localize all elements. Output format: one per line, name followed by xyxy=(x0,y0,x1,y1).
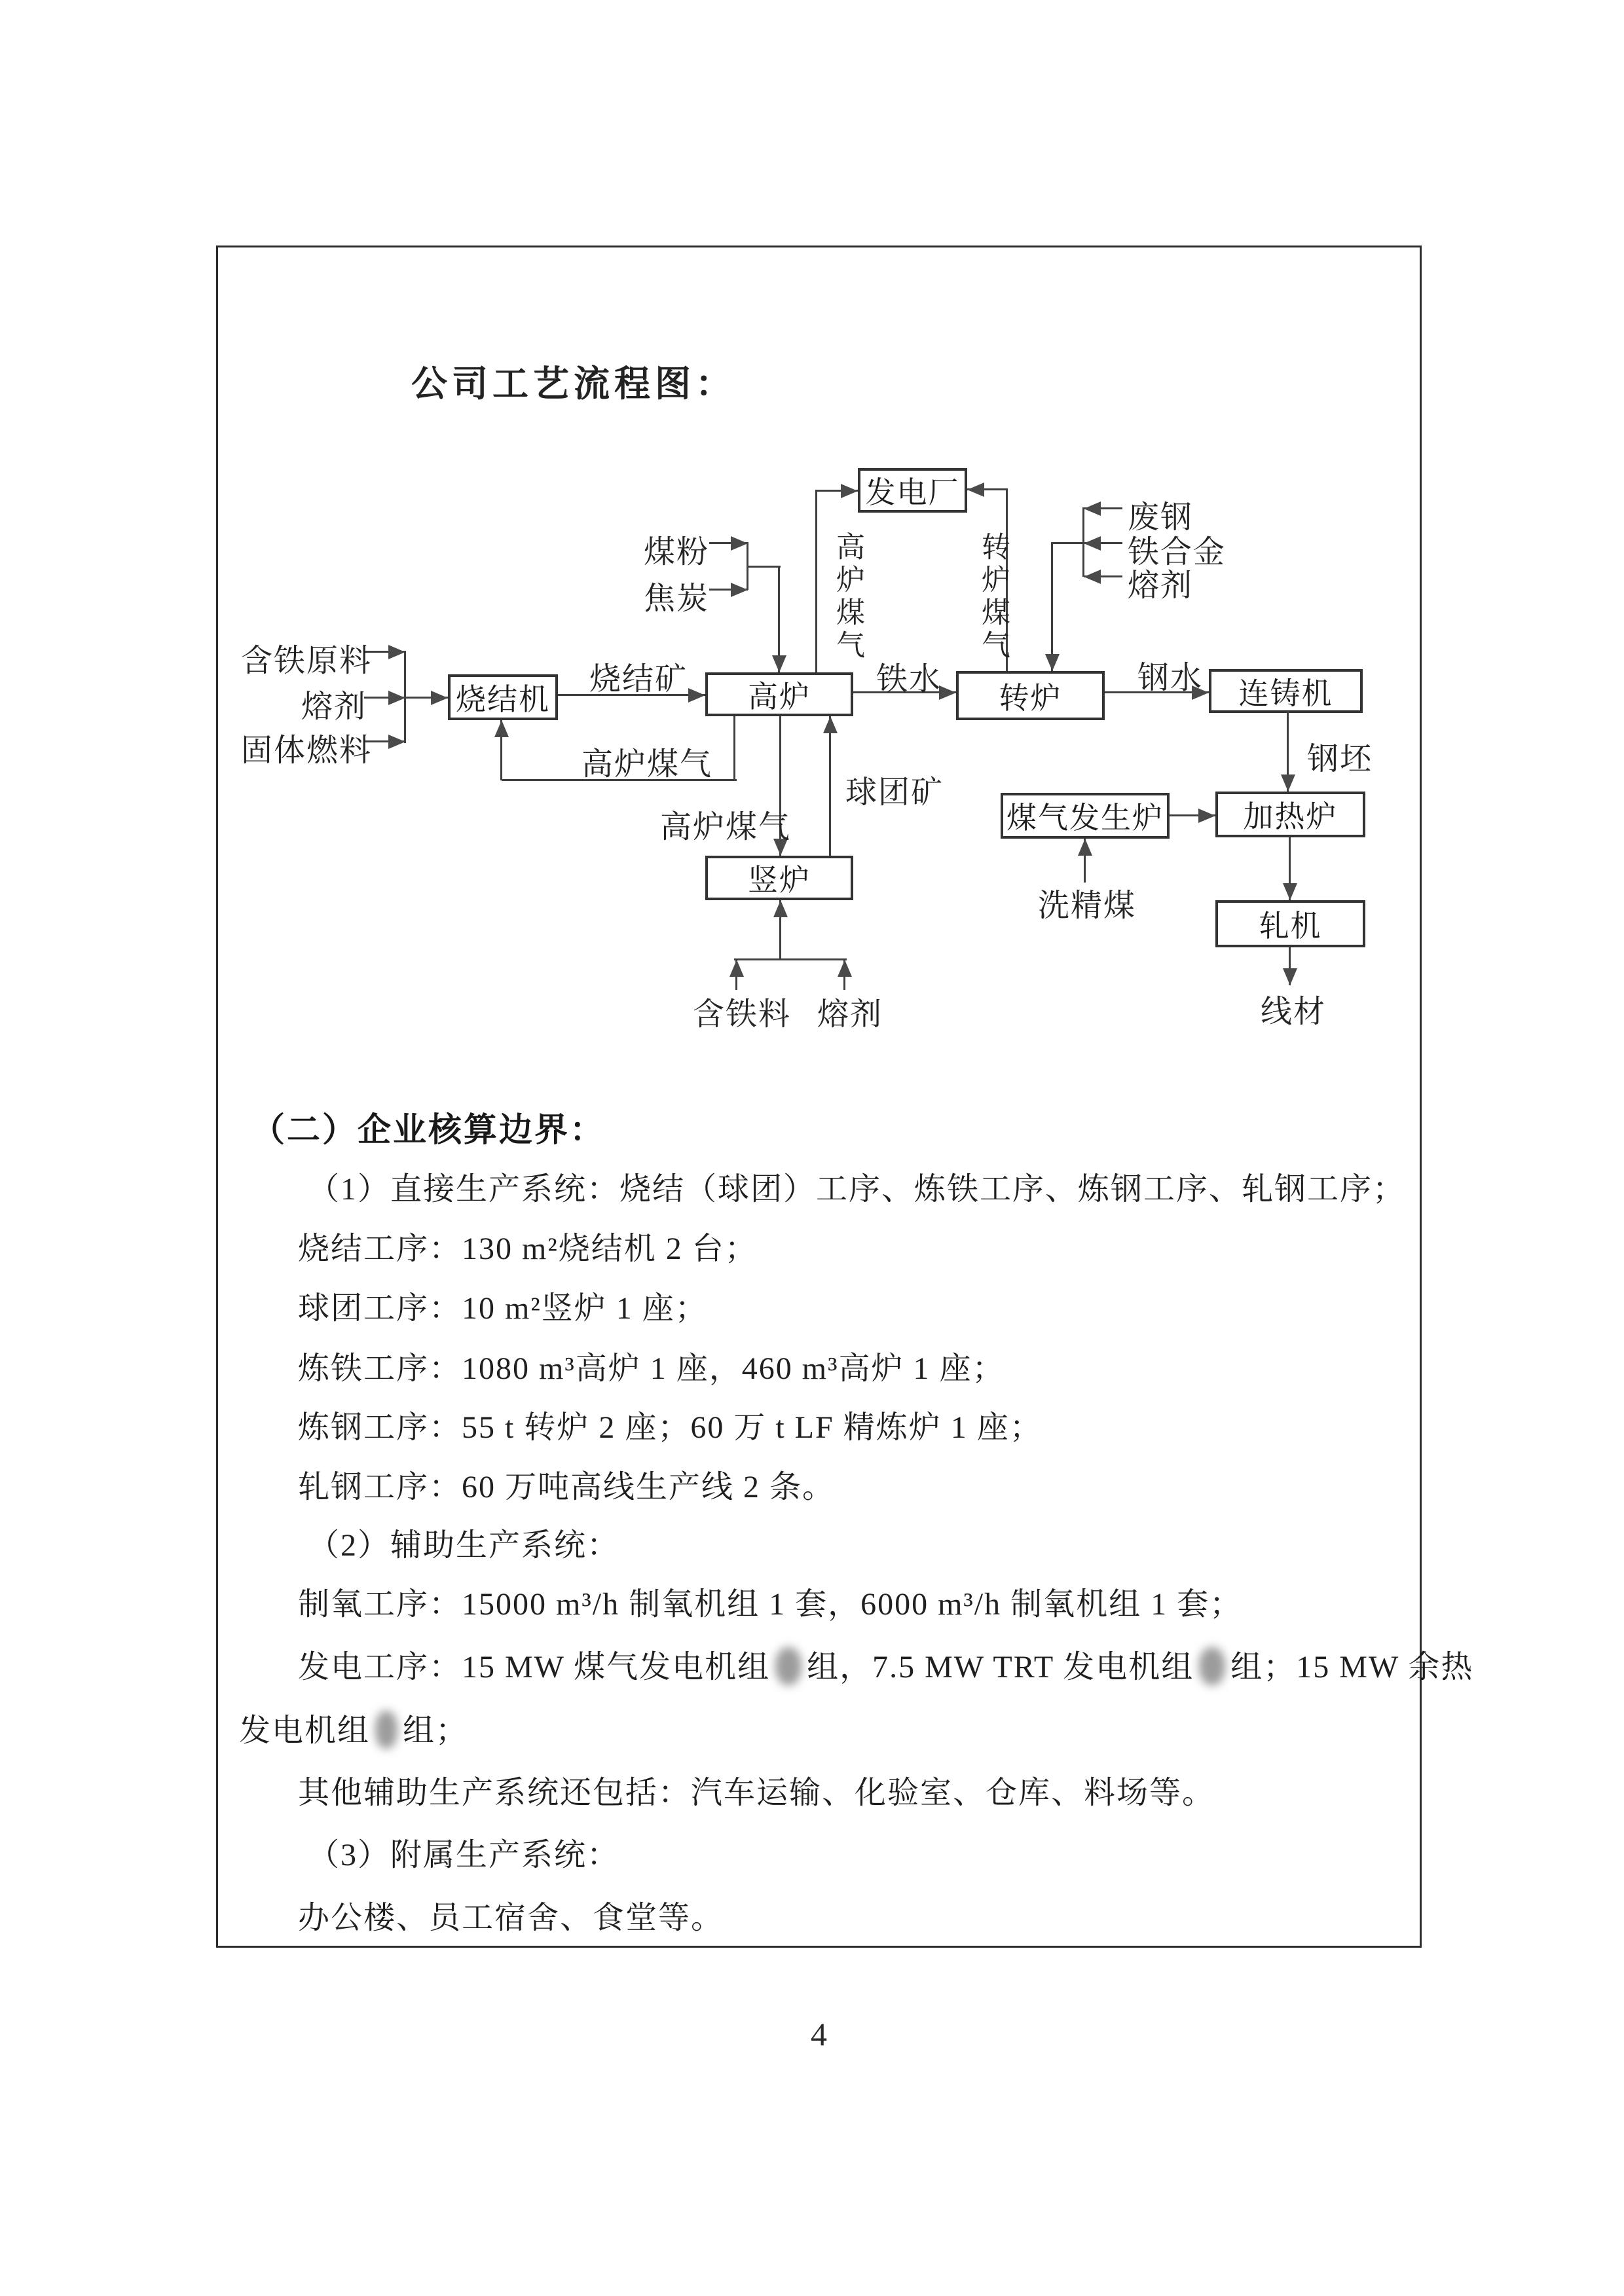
body-line: 办公楼、员工宿舍、食堂等。 xyxy=(298,1901,724,1935)
arrowhead-right xyxy=(731,536,748,551)
node-power-plant xyxy=(858,468,967,513)
text-segment: 组，7.5 MW TRT 发电机组 xyxy=(807,1650,1194,1685)
node-label: 烧结机 xyxy=(456,683,550,716)
arrowhead-down xyxy=(1045,654,1060,671)
page-title: 公司工艺流程图： xyxy=(411,364,737,404)
node-reheat-furnace xyxy=(1215,792,1365,837)
flow-label-bf-gas-to-shaft: 高炉煤气 xyxy=(660,810,792,845)
flow-line xyxy=(815,490,817,672)
arrowhead-up xyxy=(494,720,509,737)
redaction-blob xyxy=(1199,1647,1225,1685)
text-segment: 发电机组 xyxy=(239,1713,371,1748)
text-segment: 组； xyxy=(403,1713,469,1748)
node-converter xyxy=(956,671,1105,720)
flow-label-washed-coal: 洗精煤 xyxy=(1038,888,1137,923)
redaction-blob xyxy=(375,1711,397,1749)
flow-label-flux-left: 熔剂 xyxy=(301,689,367,724)
arrowhead-right xyxy=(388,735,405,749)
node-label: 高炉 xyxy=(748,680,811,714)
arrowhead-down xyxy=(1281,774,1295,792)
arrowhead-right xyxy=(388,645,405,659)
arrowhead-right xyxy=(731,583,748,597)
flow-label-scrap-steel: 废钢 xyxy=(1128,500,1194,535)
flow-label-iron-bearing-raw: 含铁原料 xyxy=(241,644,373,678)
node-caster xyxy=(1209,669,1363,713)
body-line: （1）直接生产系统：烧结（球团）工序、炼铁工序、炼钢工序、轧钢工序； xyxy=(308,1172,1406,1207)
flow-line xyxy=(734,958,847,960)
flow-line xyxy=(748,566,781,568)
flow-label-billet: 钢坯 xyxy=(1307,742,1373,776)
arrowhead-up xyxy=(838,960,852,977)
flow-line xyxy=(733,716,735,780)
node-gas-generator xyxy=(1001,793,1170,839)
redaction-blob xyxy=(775,1647,802,1685)
node-label: 煤气发生炉 xyxy=(1006,801,1164,835)
page-frame xyxy=(216,246,1422,1948)
body-line: 球团工序：10 m²竖炉 1 座； xyxy=(298,1291,708,1326)
flow-label-flux-right: 熔剂 xyxy=(1128,568,1194,603)
flow-label-pellet-ore: 球团矿 xyxy=(845,775,944,810)
arrowhead-right xyxy=(431,691,448,705)
arrowhead-right xyxy=(688,688,705,702)
arrowhead-down xyxy=(772,655,786,672)
flow-label-bf-gas-return: 高炉煤气 xyxy=(581,747,713,782)
node-label: 发电厂 xyxy=(865,476,960,509)
body-line: 轧钢工序：60 万吨高线生产线 2 条。 xyxy=(298,1470,836,1504)
flow-line xyxy=(829,716,831,856)
arrowhead-right xyxy=(388,691,405,705)
flow-label-converter-gas: 转炉煤气 xyxy=(977,532,1009,663)
body-line-power-generation xyxy=(298,1641,1473,1686)
node-blast-furnace xyxy=(705,672,853,716)
body-line: 烧结工序：130 m²烧结机 2 台； xyxy=(298,1231,758,1266)
flow-label-flux-bottom: 熔剂 xyxy=(817,997,883,1032)
flow-label-solid-fuel: 固体燃料 xyxy=(241,733,373,768)
arrowhead-up xyxy=(823,716,838,733)
arrowhead-right xyxy=(841,484,858,498)
node-shaft-furnace xyxy=(705,856,853,900)
arrowhead-down xyxy=(1283,968,1297,985)
section-heading: （二）企业核算边界： xyxy=(251,1112,606,1149)
body-line: 制氧工序：15000 m³/h 制氧机组 1 套，6000 m³/h 制氧机组 1 套； xyxy=(298,1587,1243,1622)
arrowhead-left xyxy=(1084,536,1101,551)
flow-line xyxy=(1052,542,1084,544)
flow-label-coal-powder: 煤粉 xyxy=(644,535,710,570)
arrowhead-up xyxy=(729,960,744,977)
flow-label-wire-rod: 线材 xyxy=(1261,994,1327,1029)
text-segment: 发电工序：15 MW 煤气发电机组 xyxy=(298,1650,771,1685)
arrowhead-up xyxy=(1078,839,1092,856)
body-line-power-generation-cont xyxy=(239,1705,468,1750)
body-line: （3）附属生产系统： xyxy=(308,1838,620,1872)
body-line: （2）辅助生产系统： xyxy=(308,1528,620,1563)
node-rolling-mill xyxy=(1215,900,1365,947)
arrowhead-up xyxy=(773,900,788,917)
node-label: 加热炉 xyxy=(1243,800,1338,833)
node-label: 轧机 xyxy=(1259,909,1322,943)
arrowhead-left xyxy=(1084,570,1101,584)
body-line: 炼钢工序：55 t 转炉 2 座；60 万 t LF 精炼炉 1 座； xyxy=(298,1410,1043,1445)
arrowhead-left xyxy=(1084,501,1101,516)
arrowhead-left xyxy=(967,483,984,497)
arrowhead-right xyxy=(1198,809,1215,823)
flow-label-molten-iron: 铁水 xyxy=(876,662,942,697)
body-line: 其他辅助生产系统还包括：汽车运输、化验室、仓库、料场等。 xyxy=(298,1776,1215,1810)
body-line: 炼铁工序：1080 m³高炉 1 座，460 m³高炉 1 座； xyxy=(298,1351,1005,1386)
flow-label-bf-gas-to-plant: 高炉煤气 xyxy=(832,532,864,663)
node-label: 竖炉 xyxy=(748,864,811,897)
flow-label-coke: 焦炭 xyxy=(644,581,710,616)
node-label: 连铸机 xyxy=(1238,676,1333,710)
node-sinter-machine xyxy=(448,674,558,720)
text-segment: 组；15 MW 余热 xyxy=(1230,1650,1474,1685)
arrowhead-down xyxy=(1283,883,1297,900)
flow-label-ferroalloy: 铁合金 xyxy=(1128,535,1227,570)
flow-label-molten-steel: 钢水 xyxy=(1137,661,1204,695)
flow-line xyxy=(1051,542,1053,671)
flow-label-sinter-ore: 烧结矿 xyxy=(589,662,688,697)
node-label: 转炉 xyxy=(999,681,1062,715)
page-number: 4 xyxy=(811,2016,827,2052)
flow-label-iron-material: 含铁料 xyxy=(693,997,792,1032)
